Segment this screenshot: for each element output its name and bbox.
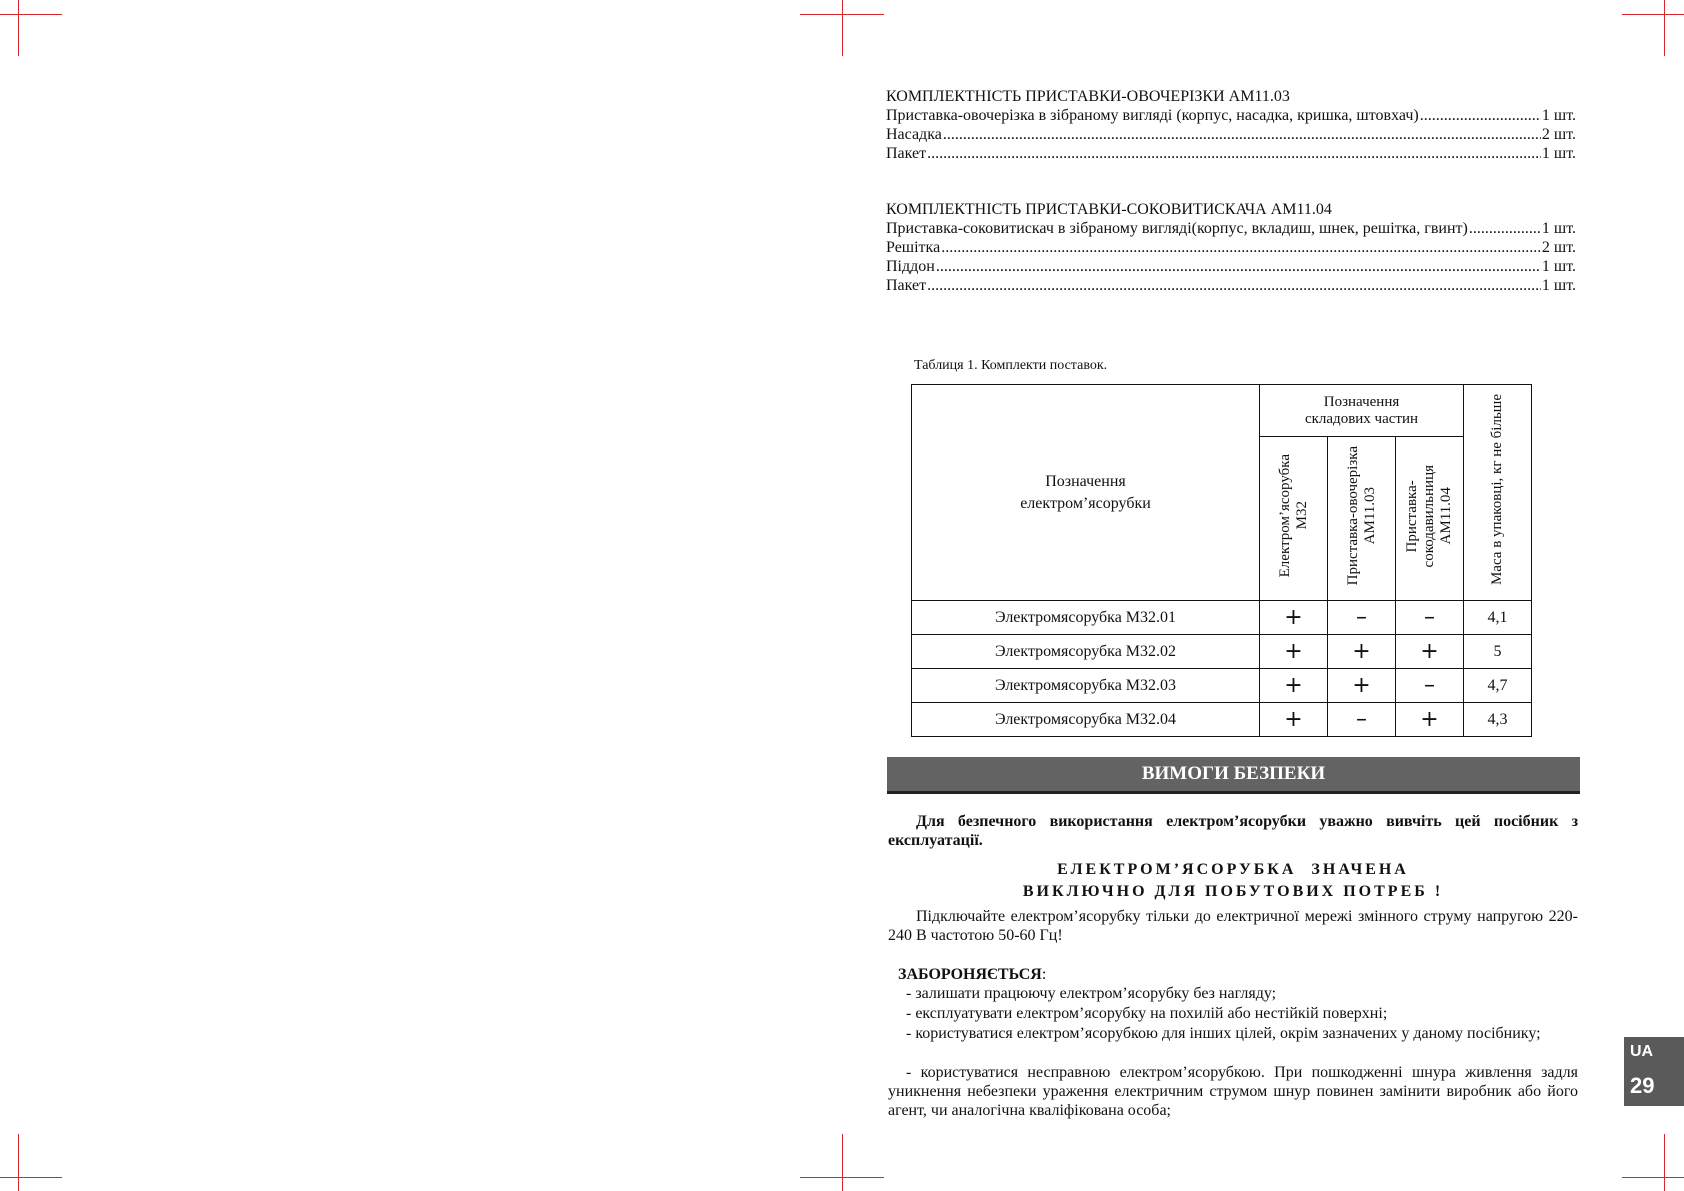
page-number: 29 <box>1630 1073 1655 1098</box>
table-row: Электромясорубка М32.02 + + + 5 <box>912 635 1532 669</box>
caps-line-2: ВИКЛЮЧНО ДЛЯ ПОБУТОВИХ ПОТРЕБ ! <box>1022 883 1444 900</box>
header-model: Позначення електром’ясорубки <box>912 385 1260 601</box>
forbidden-heading: ЗАБОРОНЯЄТЬСЯ: <box>898 966 1047 983</box>
language-label: UA <box>1630 1043 1654 1060</box>
kit-section-vegetable-cutter <box>886 87 1576 163</box>
list-item: - залишати працюючу електром’ясорубку без нагляду; <box>906 985 1277 1002</box>
table-caption: Таблиця 1. Комплекти поставок. <box>914 358 1108 373</box>
list-item: Приставка-соковитискач в зібраному вигляді(корпус, вкладиш, шнек, решітка, гвинт) ..... 1 шт. <box>886 219 1576 238</box>
safety-banner: ВИМОГИ БЕЗПЕКИ <box>887 757 1580 794</box>
kit-section-juicer <box>886 200 1576 295</box>
connect-note: Підключайте електром’ясорубку тільки до електричної мережі змінного струму напругою 220-240 В частотою 50-60 Гц! <box>888 908 1578 944</box>
delivery-sets-table <box>911 384 1532 737</box>
list-item: Пакет ..... 1 шт. <box>886 144 1576 163</box>
list-item: - користуватися несправною електром’ясорубкою. При пошкодженні шнура живлення задля уникнення небезпеки ураження електричним струмом шнур повинен замінити виробник або його агент, чи аналогічна кваліфікована особа; <box>888 1064 1578 1119</box>
header-col-cutter: Приставка-овочерізка АМ11.03 <box>1328 437 1396 601</box>
table-row: Электромясорубка М32.03 + + – 4,7 <box>912 669 1532 703</box>
list-item: - користуватися електром’ясорубкою для інших цілей, окрім зазначених у даному посібнику; <box>906 1025 1541 1042</box>
table-row: Электромясорубка М32.04 + – + 4,3 <box>912 703 1532 737</box>
list-item: - експлуатувати електром’ясорубку на похилій або нестійкій поверхні; <box>906 1005 1388 1022</box>
header-col-grinder: Електром’ясорубка М32 <box>1260 437 1328 601</box>
header-mass: Маса в упаковці, кг не більше <box>1464 385 1532 601</box>
safety-intro: Для безпечного використання електром’ясорубки уважно вивчіть цей посібник з експлуатації. <box>888 813 1578 849</box>
section-title: КОМПЛЕКТНІСТЬ ПРИСТАВКИ-СОКОВИТИСКАЧА АМ11.04 <box>886 201 1332 218</box>
list-item: Пакет ..... 1 шт. <box>886 276 1576 295</box>
header-col-juicer: Приставка- сокодавильниця АМ11.04 <box>1396 437 1464 601</box>
list-item: Решітка ..... 2 шт. <box>886 238 1576 257</box>
list-item: Насадка ..... 2 шт. <box>886 125 1576 144</box>
table-row: Электромясорубка М32.01 + – – 4,1 <box>912 601 1532 635</box>
page-badge <box>1624 1037 1684 1106</box>
caps-line-1: ЕЛЕКТРОМ’ЯСОРУБКА ЗНАЧЕНА <box>1057 861 1409 878</box>
list-item: Піддон ..... 1 шт. <box>886 257 1576 276</box>
section-title: КОМПЛЕКТНІСТЬ ПРИСТАВКИ-ОВОЧЕРІЗКИ АМ11.03 <box>886 88 1290 105</box>
header-parts: Позначення складових частин <box>1260 385 1464 437</box>
list-item: Приставка-овочерізка в зібраному вигляді (корпус, насадка, кришка, штовхач) ..... 1 шт. <box>886 106 1576 125</box>
